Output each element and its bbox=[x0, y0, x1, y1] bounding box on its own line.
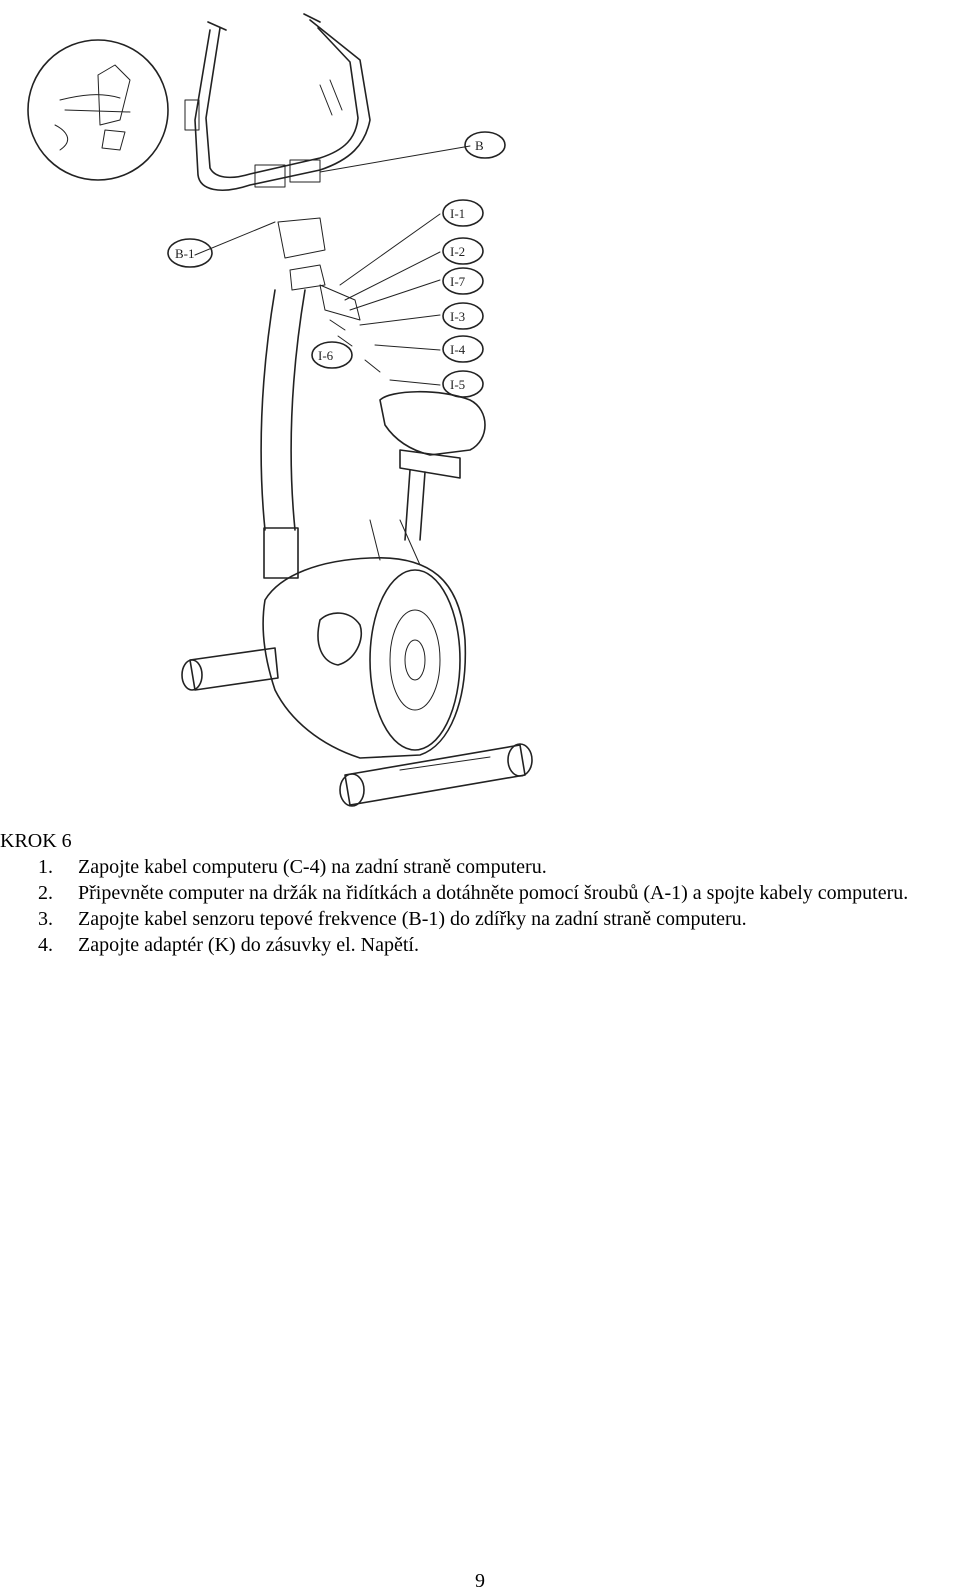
seat bbox=[380, 392, 485, 455]
list-item-number: 3. bbox=[38, 908, 53, 930]
pedal bbox=[318, 613, 361, 665]
list-item-number: 1. bbox=[38, 856, 53, 878]
detail-inset-bracket bbox=[60, 65, 130, 150]
step-heading: KROK 6 bbox=[0, 830, 72, 852]
list-item-text: Připevněte computer na držák na řidítkách a dotáhněte pomocí šroubů (A-1) a spojte kabely computeru. bbox=[78, 882, 909, 904]
rear-stabilizer bbox=[345, 745, 525, 805]
page-number: 9 bbox=[475, 1570, 485, 1592]
list-item-number: 2. bbox=[38, 882, 53, 904]
list-item bbox=[0, 880, 960, 906]
part-label: I-4 bbox=[450, 342, 466, 357]
list-item-text: Zapojte kabel senzoru tepové frekvence (B-1) do zdířky na zadní straně computeru. bbox=[78, 908, 747, 930]
part-label: I-1 bbox=[450, 206, 466, 221]
part-label: I-7 bbox=[450, 274, 466, 289]
part-label: B bbox=[475, 138, 484, 153]
flywheel-housing bbox=[263, 558, 465, 758]
part-label: I-6 bbox=[318, 348, 334, 363]
bike-drawing bbox=[20, 0, 560, 830]
list-item bbox=[0, 854, 960, 880]
exercise-bike-assembly-diagram bbox=[20, 0, 560, 830]
steering-column bbox=[261, 290, 305, 530]
part-label: I-2 bbox=[450, 244, 466, 259]
list-item bbox=[0, 932, 960, 958]
detail-inset-circle bbox=[28, 40, 168, 180]
front-stabilizer bbox=[190, 648, 278, 690]
list-item bbox=[0, 906, 960, 932]
list-item-text: Zapojte kabel computeru (C-4) na zadní straně computeru. bbox=[78, 856, 547, 878]
part-label: I-3 bbox=[450, 309, 466, 324]
part-label: B-1 bbox=[175, 246, 195, 261]
instruction-list bbox=[0, 854, 960, 958]
list-item-text: Zapojte adaptér (K) do zásuvky el. Napětí. bbox=[78, 934, 419, 956]
list-item-number: 4. bbox=[38, 934, 53, 956]
part-label: I-5 bbox=[450, 377, 466, 392]
